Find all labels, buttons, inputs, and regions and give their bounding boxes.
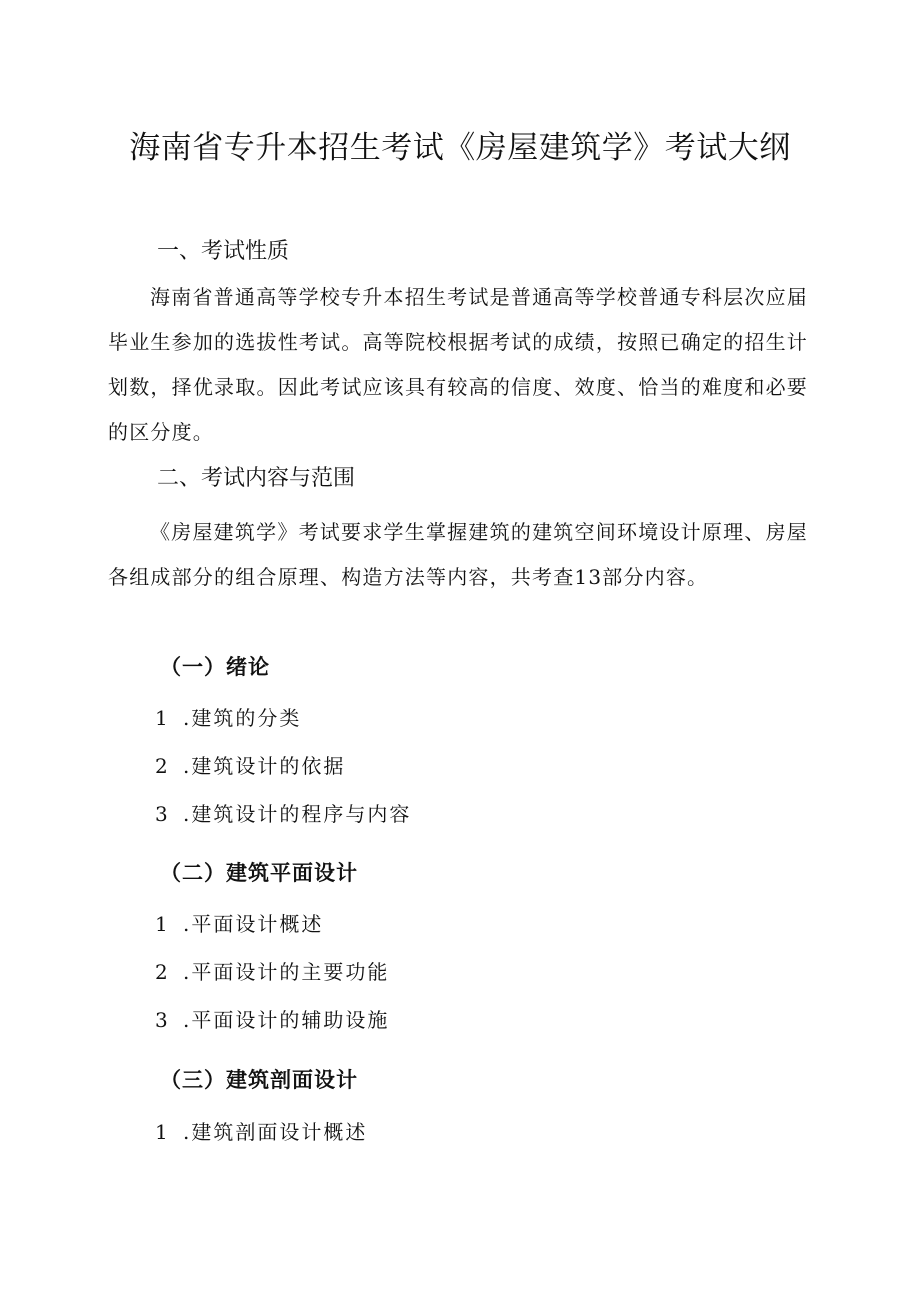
list-item-text: .建筑剖面设计概述	[183, 1120, 368, 1144]
section-heading-content-scope: 二、考试内容与范围	[157, 466, 356, 491]
part-heading-section-design: （三）建筑剖面设计	[160, 1067, 358, 1092]
section-heading-nature: 一、考试性质	[157, 239, 290, 264]
list-item-number: 1	[155, 912, 170, 936]
list-item-text: .建筑设计的程序与内容	[183, 802, 412, 826]
section-paragraph-content-scope: 《房屋建筑学》考试要求学生掌握建筑的建筑空间环境设计原理、房屋各组成部分的组合原理、构造方法等内容，共考查13部分内容。	[108, 520, 808, 589]
list-item	[155, 799, 411, 829]
part-heading-introduction: （一）绪论	[160, 654, 270, 679]
list-item-text: .建筑设计的依据	[183, 754, 346, 778]
list-item-number: 3	[155, 1008, 170, 1032]
list-item	[155, 1117, 367, 1147]
list-item-number: 2	[155, 754, 170, 778]
list-item-text: .平面设计的主要功能	[183, 960, 390, 984]
list-item-number: 2	[155, 960, 170, 984]
list-item	[155, 909, 323, 939]
list-item-number: 1	[155, 706, 170, 730]
list-item-text: .平面设计的辅助设施	[183, 1008, 390, 1032]
list-item-number: 3	[155, 802, 170, 826]
section-paragraph-nature: 海南省普通高等学校专升本招生考试是普通高等学校普通专科层次应届毕业生参加的选拔性考试。高等院校根据考试的成绩，按照已确定的招生计划数，择优录取。因此考试应该具有较高的信度、效度、恰当的难度和必要的区分度。	[108, 285, 808, 444]
list-item-text: .建筑的分类	[183, 706, 302, 730]
list-item	[155, 1005, 389, 1035]
list-item-number: 1	[155, 1120, 170, 1144]
part-heading-plan-design: （二）建筑平面设计	[160, 860, 358, 885]
document-title: 海南省专升本招生考试《房屋建筑学》考试大纲	[129, 130, 791, 166]
list-item	[155, 703, 301, 733]
list-item-text: .平面设计概述	[183, 912, 324, 936]
list-item	[155, 751, 345, 781]
list-item	[155, 957, 389, 987]
